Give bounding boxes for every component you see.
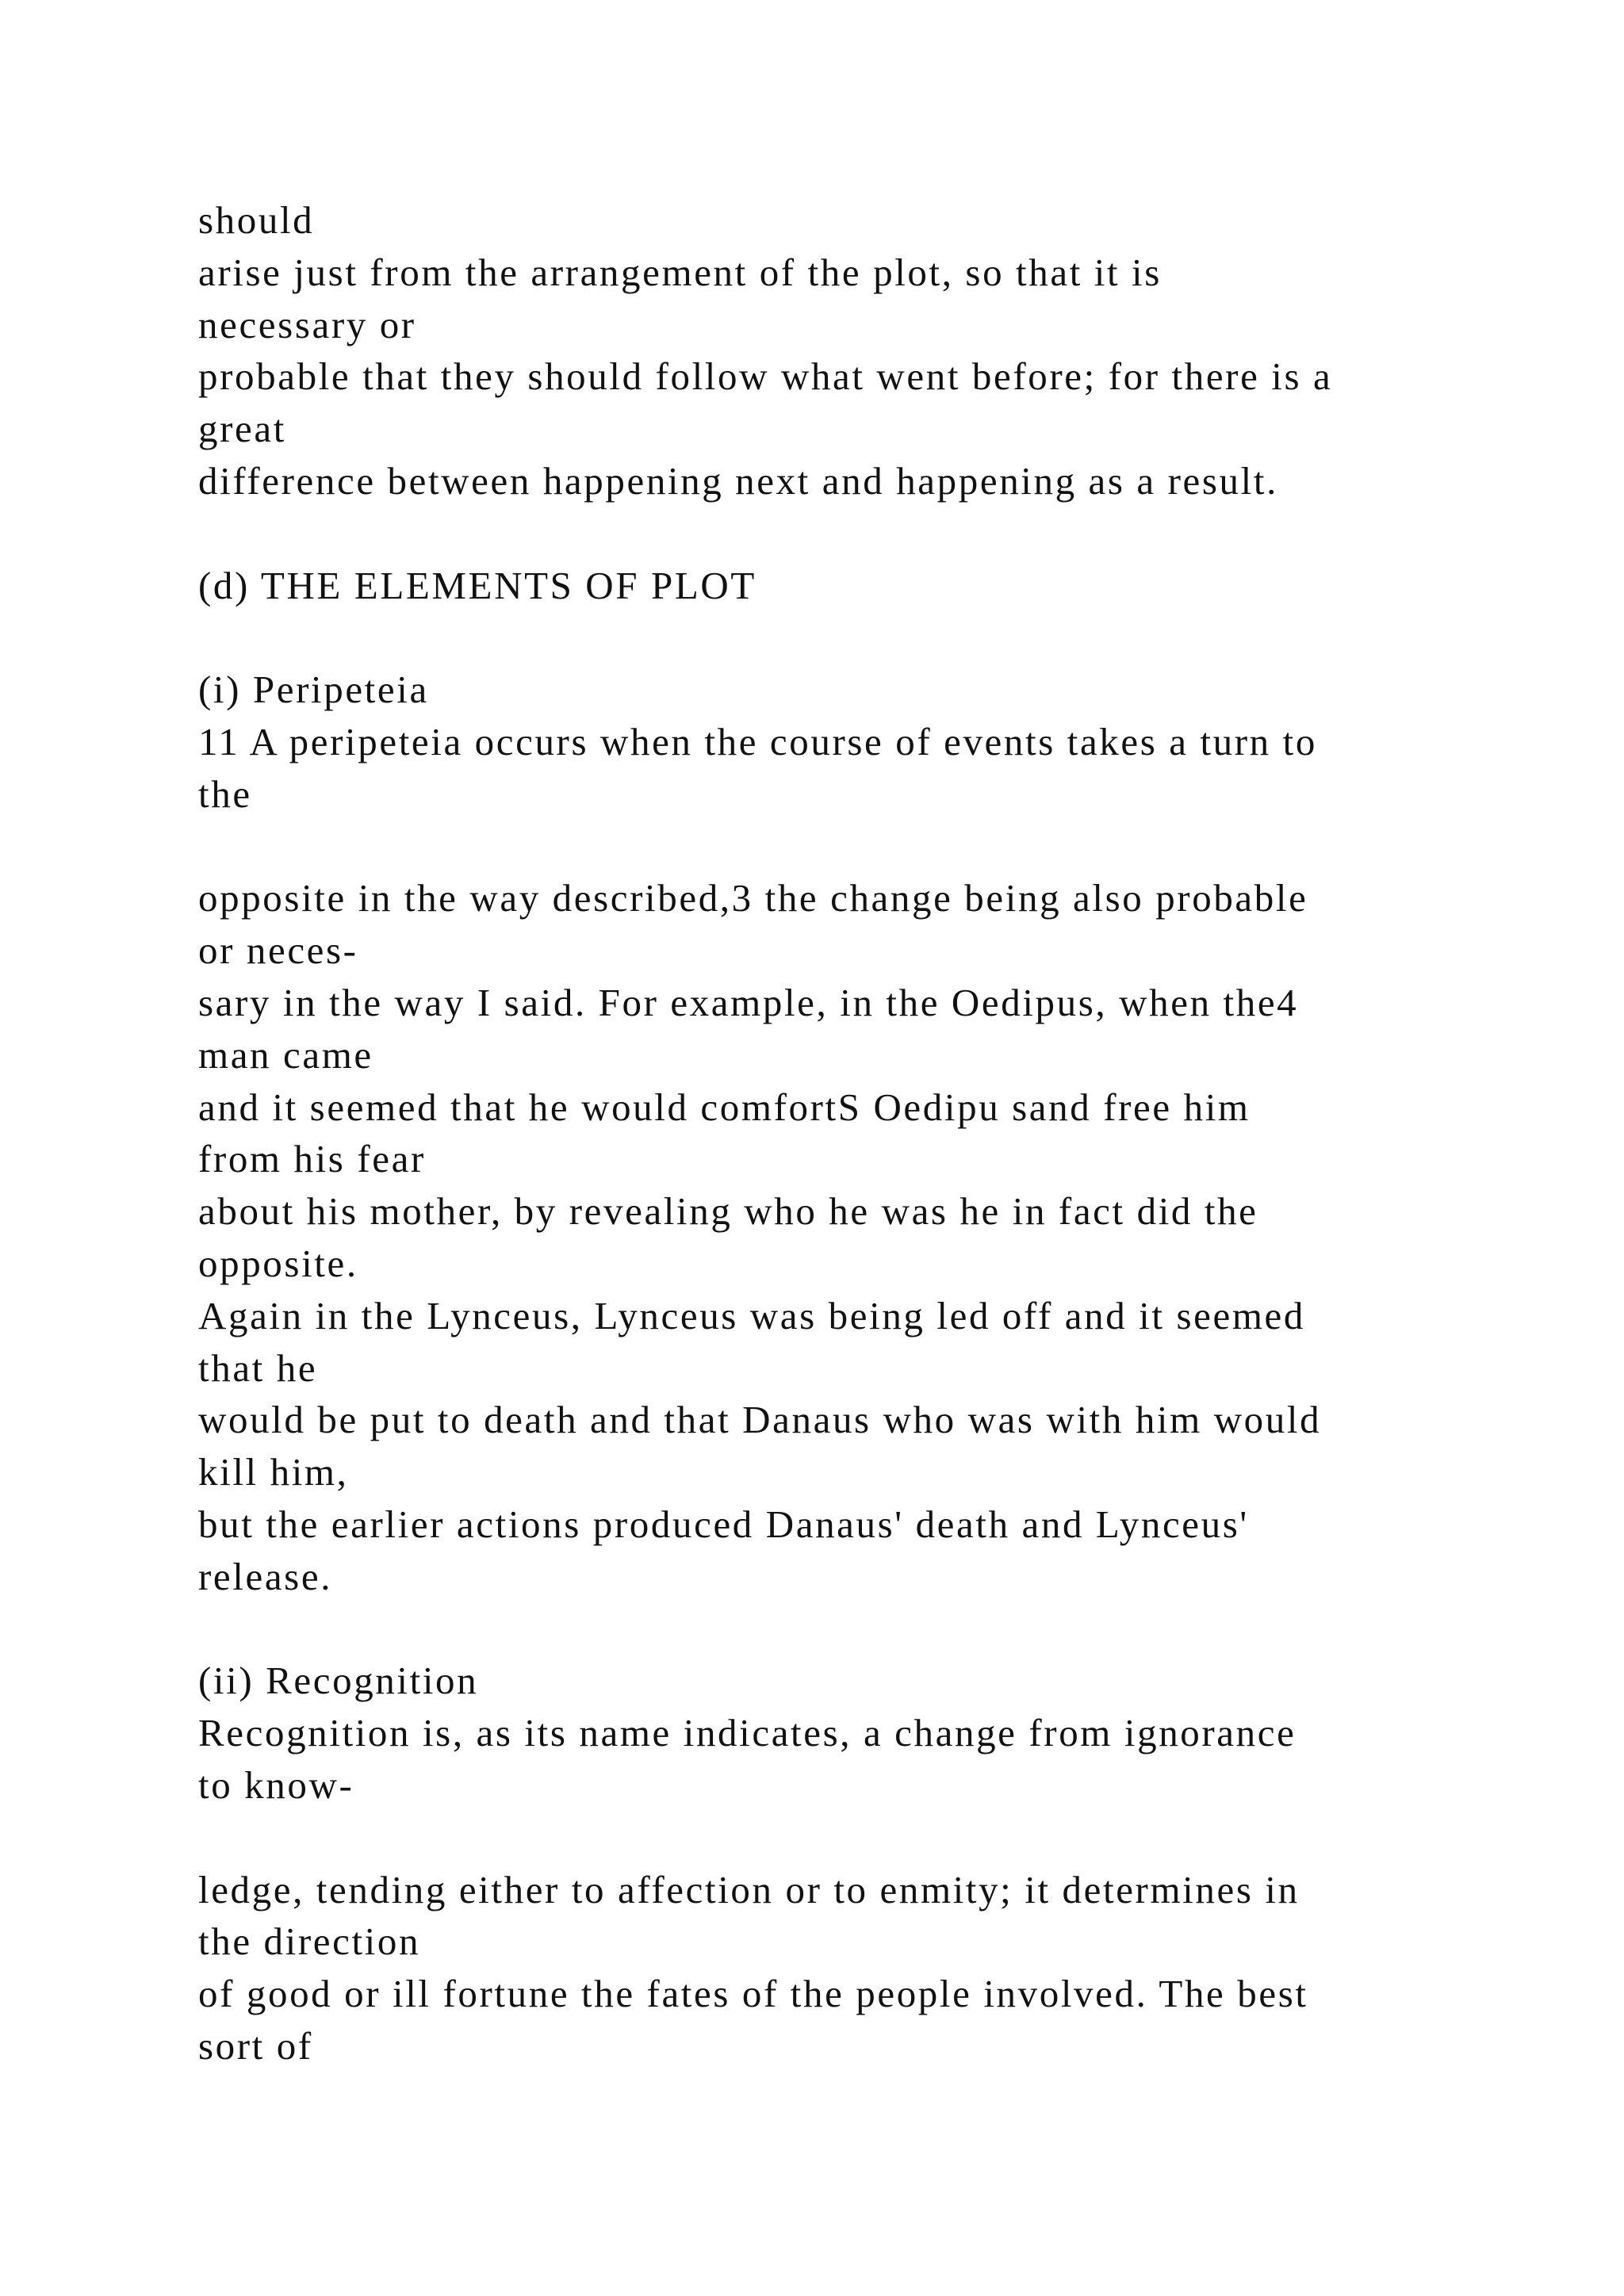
text-line: Recognition is, as its name indicates, a change from ignorance [198,1711,1297,1755]
text-line: kill him, [198,1450,349,1494]
text-line: the [198,771,252,816]
text-line: Again in the Lynceus, Lynceus was being led off and it seemed [198,1293,1305,1337]
text-line: release. [198,1554,333,1598]
blank-line [198,507,1546,560]
text-line: necessary or [198,302,416,346]
text-line: arise just from the arrangement of the plot, so that it is [198,250,1162,294]
text-line: great [198,407,286,451]
text-line: of good or ill fortune the fates of the people involved. The best [198,1972,1308,2016]
blank-line [198,821,1546,873]
text-line: the direction [198,1919,421,1964]
blank-line [198,1603,1546,1655]
blank-line [198,611,1546,664]
blank-line [198,1812,1546,1864]
section-heading: (d) THE ELEMENTS OF PLOT [198,563,756,607]
text-line: would be put to death and that Danaus who was with him would [198,1398,1322,1442]
text-line: probable that they should follow what went before; for there is a [198,354,1333,399]
text-line: should [198,198,315,242]
text-line: man came [198,1032,373,1077]
text-line: difference between happening next and happening as a result. [198,458,1278,503]
subsection-heading: (i) Peripeteia [198,668,429,712]
text-line: and it seemed that he would comfortS Oedipu sand free him [198,1085,1251,1129]
text-line: about his mother, by revealing who he was he in fact did the [198,1189,1258,1234]
subsection-heading: (ii) Recognition [198,1659,479,1703]
text-line: from his fear [198,1137,426,1181]
text-line: that he [198,1345,318,1390]
text-line: ledge, tending either to affection or to enmity; it determines in [198,1867,1300,1911]
text-line: sort of [198,2023,313,2068]
text-line: to know- [198,1762,354,1807]
text-line: 11 A peripeteia occurs when the course of events takes a turn to [198,719,1317,763]
document-text [198,194,1546,2072]
text-line: opposite in the way described,3 the change being also probable [198,876,1308,920]
text-line: sary in the way I said. For example, in the Oedipus, when the4 [198,980,1299,1024]
text-line: opposite. [198,1241,358,1285]
text-line: but the earlier actions produced Danaus' death and Lynceus' [198,1502,1249,1546]
text-line: or neces- [198,928,358,973]
